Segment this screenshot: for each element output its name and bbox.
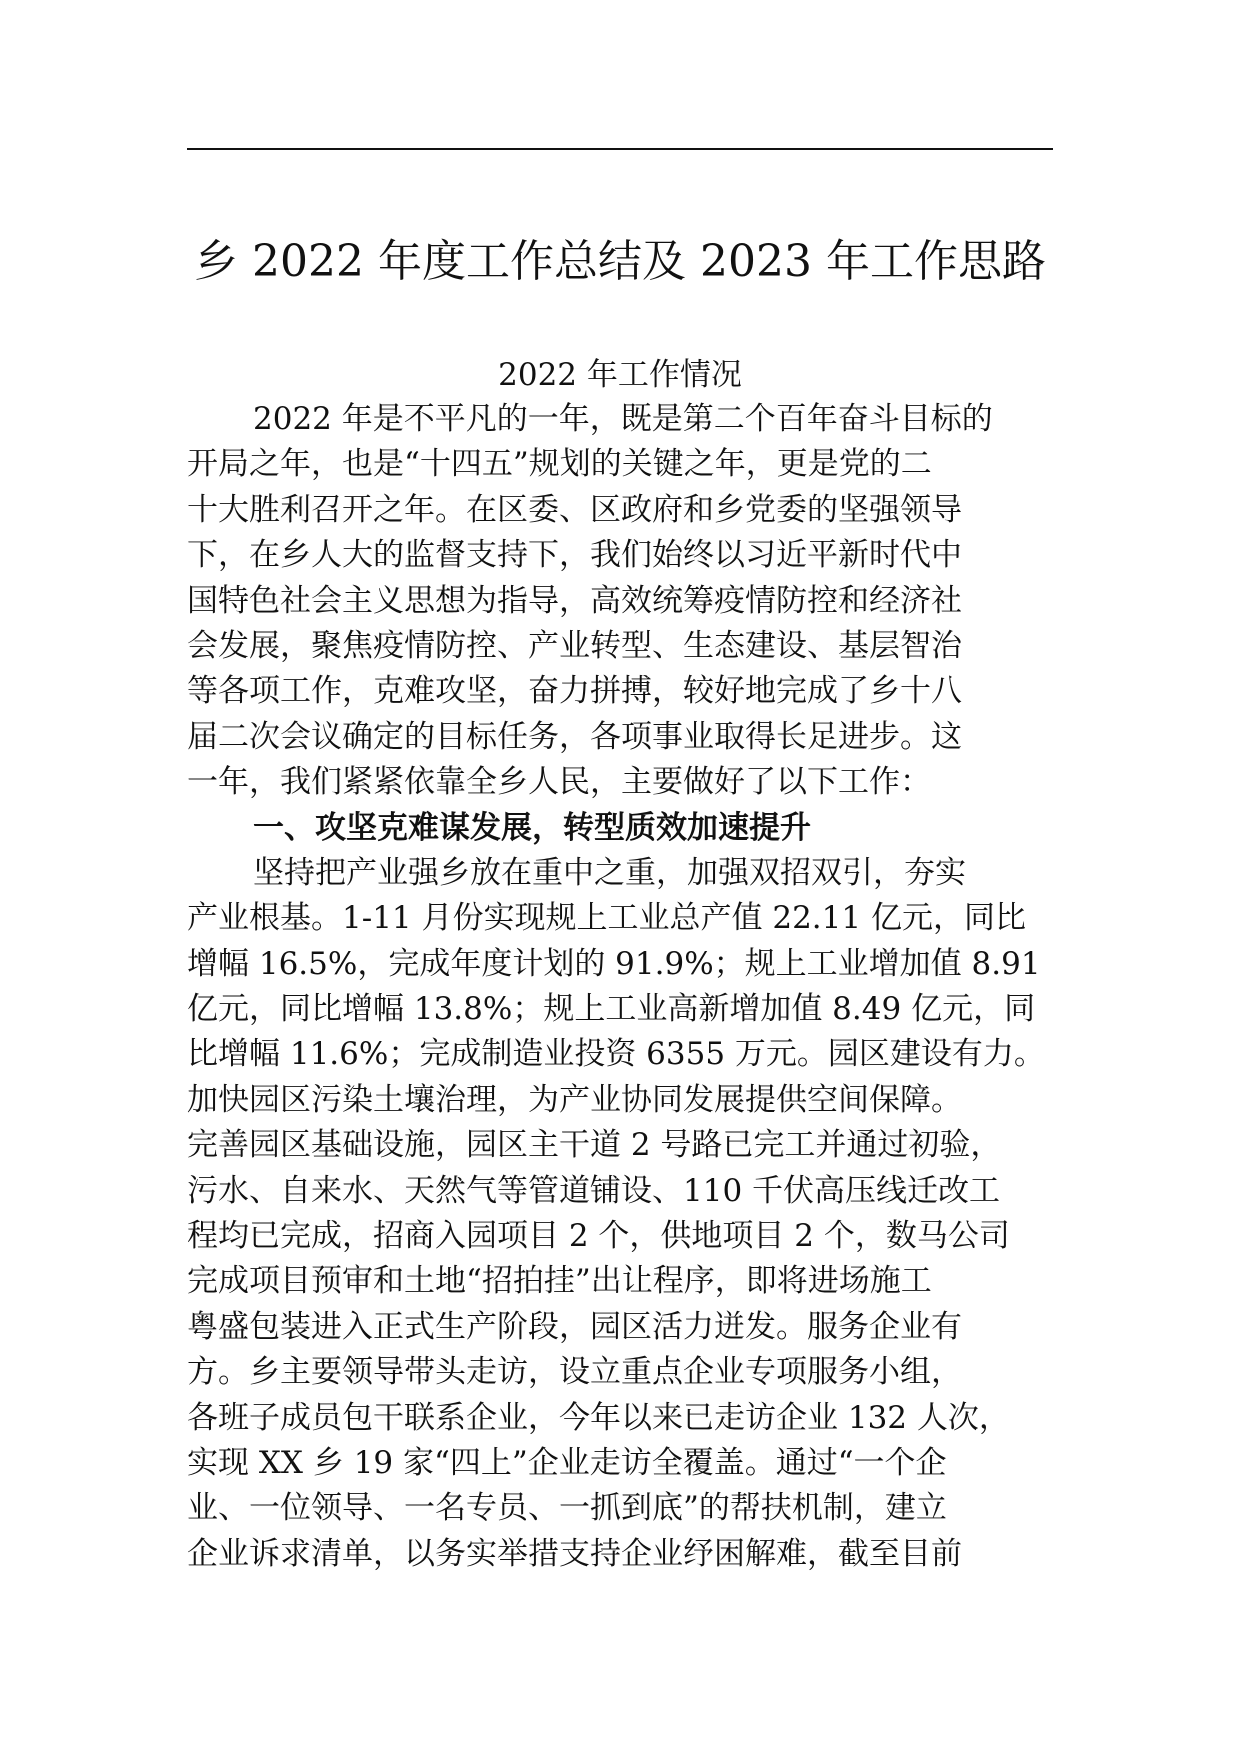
paragraph-line: 粤盛包装进入正式生产阶段，园区活力迸发。服务企业有 <box>187 1308 962 1345</box>
paragraph-line: 一年，我们紧紧依靠全乡人民，主要做好了以下工作： <box>187 764 931 801</box>
paragraph-line: 2022 年是不平凡的一年，既是第二个百年奋斗目标的 <box>253 401 993 437</box>
section-heading: 2022 年工作情况 <box>498 357 742 393</box>
paragraph-line: 加快园区污染土壤治理，为产业协同发展提供空间保障。 <box>187 1081 962 1118</box>
document-title: 乡 2022 年度工作总结及 2023 年工作思路 <box>194 236 1046 287</box>
paragraph-line: 增幅 16.5%，完成年度计划的 91.9%；规上工业增加值 8.91 <box>187 945 1041 982</box>
paragraph-line: 各班子成员包干联系企业，今年以来已走访企业 132 人次， <box>187 1399 1010 1436</box>
paragraph-line: 比增幅 11.6%；完成制造业投资 6355 万元。园区建设有力。 <box>187 1036 1045 1073</box>
paragraph-line: 会发展，聚焦疫情防控、产业转型、生态建设、基层智治 <box>187 627 962 664</box>
paragraph-line: 完成项目预审和土地“招拍挂”出让程序，即将进场施工 <box>187 1263 932 1300</box>
paragraph-line: 坚持把产业强乡放在重中之重，加强双招双引，夯实 <box>253 854 966 891</box>
paragraph-line: 污水、自来水、天然气等管道铺设、110 千伏高压线迁改工 <box>187 1172 1001 1209</box>
paragraph-line: 程均已完成，招商入园项目 2 个，供地项目 2 个，数马公司 <box>187 1218 1010 1255</box>
paragraph-line: 方。乡主要领导带头走访，设立重点企业专项服务小组， <box>187 1354 962 1391</box>
paragraph-line: 企业诉求清单，以务实举措支持企业纾困解难，截至目前 <box>187 1535 962 1572</box>
paragraph-line: 产业根基。1-11 月份实现规上工业总产值 22.11 亿元，同比 <box>187 900 1026 937</box>
paragraph-line: 开局之年，也是“十四五”规划的关键之年，更是党的二 <box>187 446 932 483</box>
subsection-heading: 一、攻坚克难谋发展，转型质效加速提升 <box>253 809 811 846</box>
paragraph-line: 等各项工作，克难攻坚，奋力拼搏，较好地完成了乡十八 <box>187 673 962 710</box>
paragraph-line: 十大胜利召开之年。在区委、区政府和乡党委的坚强领导 <box>187 491 962 528</box>
document-body <box>187 397 1053 1577</box>
paragraph-line: 国特色社会主义思想为指导，高效统筹疫情防控和经济社 <box>187 582 962 619</box>
paragraph-line: 下，在乡人大的监督支持下，我们始终以习近平新时代中 <box>187 537 962 574</box>
paragraph-line: 届二次会议确定的目标任务，各项事业取得长足进步。这 <box>187 718 962 755</box>
paragraph-line: 完善园区基础设施，园区主干道 2 号路已完工并通过初验， <box>187 1127 1002 1164</box>
paragraph-line: 亿元，同比增幅 13.8%；规上工业高新增加值 8.49 亿元，同 <box>187 991 1036 1028</box>
paragraph-line: 实现 XX 乡 19 家“四上”企业走访全覆盖。通过“一个企 <box>187 1444 947 1481</box>
paragraph-line: 业、一位领导、一名专员、一抓到底”的帮扶机制，建立 <box>187 1490 947 1527</box>
header-rule <box>187 148 1053 150</box>
